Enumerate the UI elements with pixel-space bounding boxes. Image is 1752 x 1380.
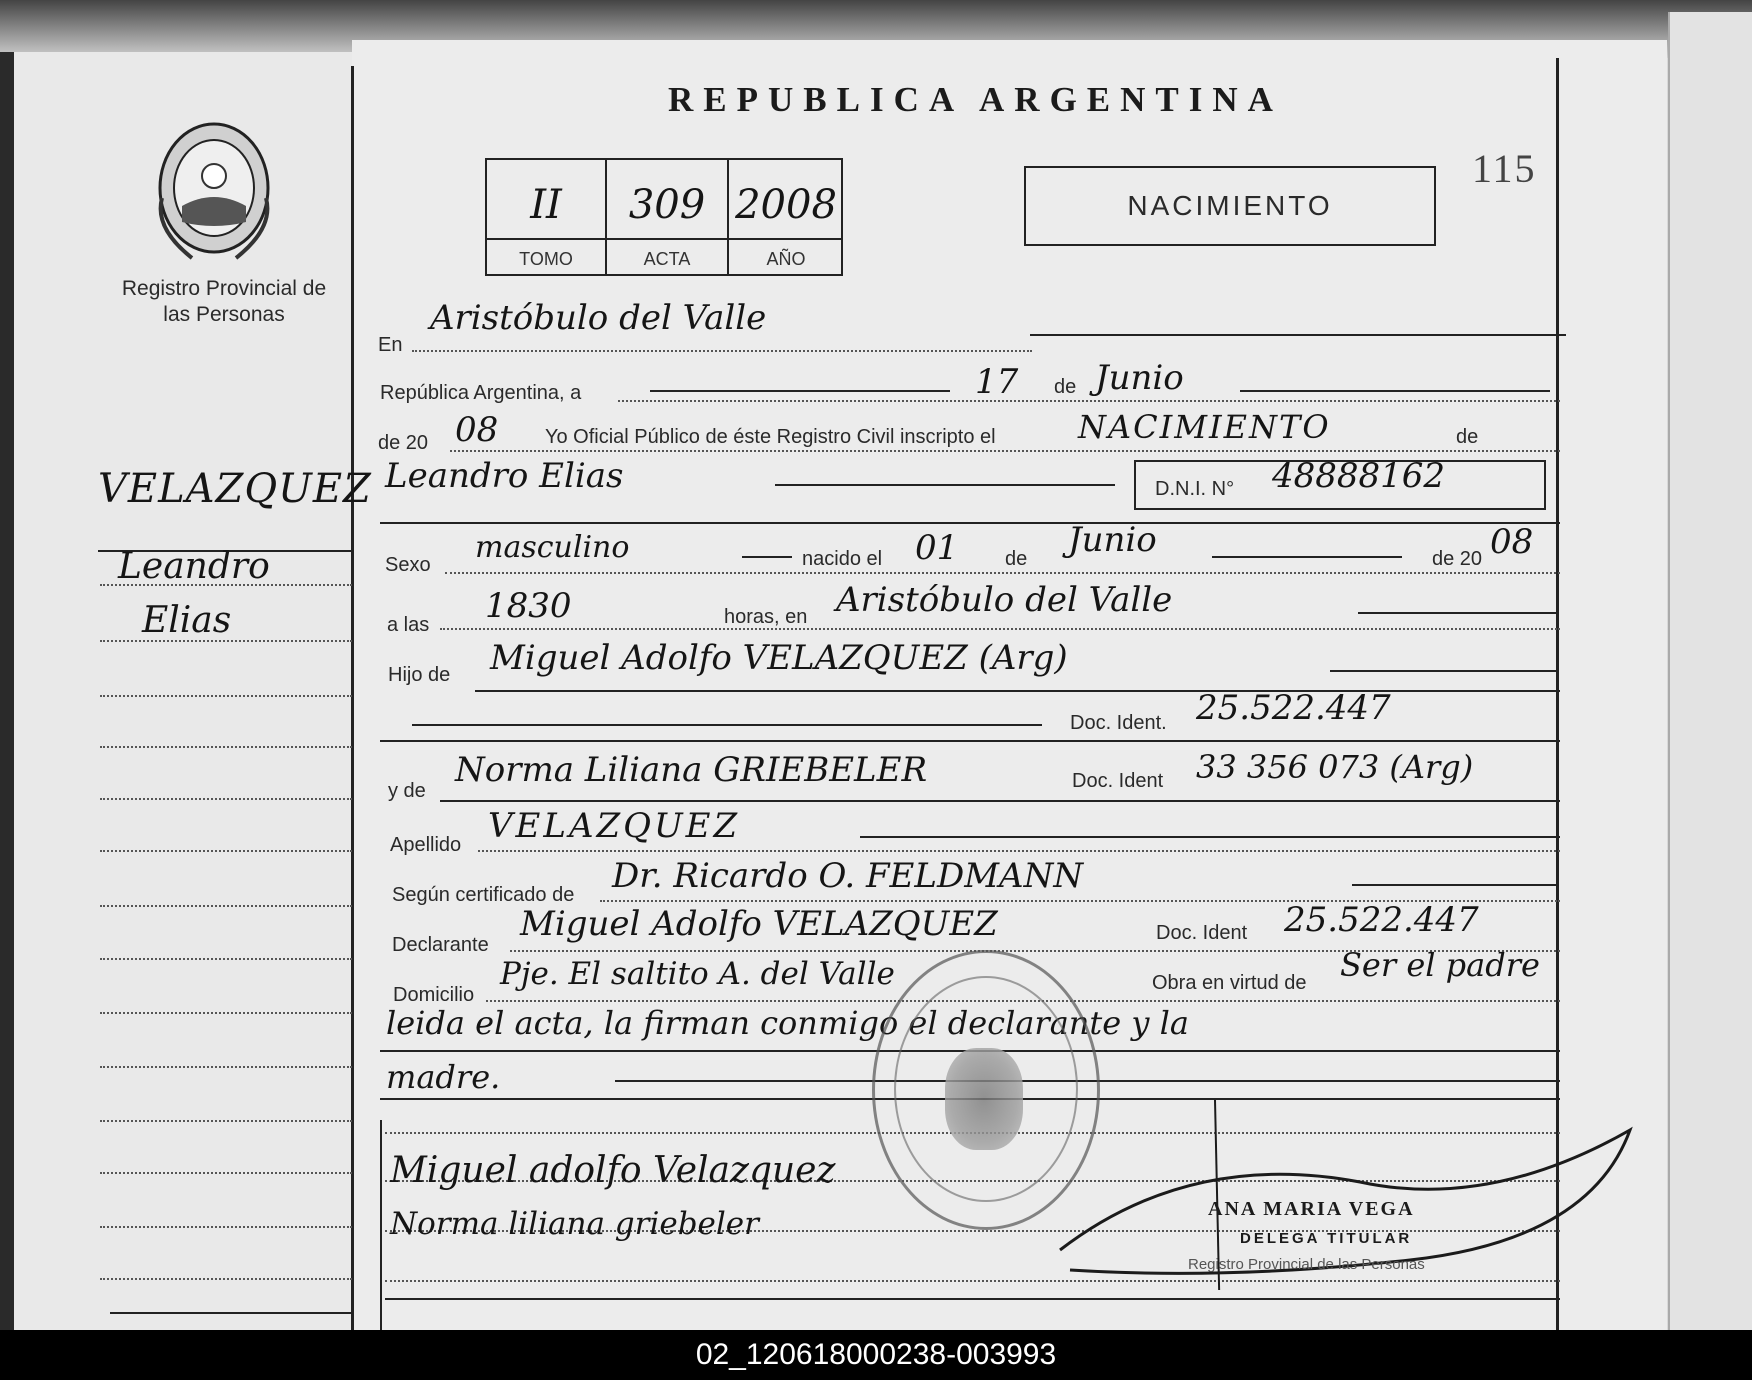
margin-dotted [100,1172,352,1174]
label-y-de: y de [388,780,426,802]
rule [380,740,1560,742]
record-type: NACIMIENTO [1024,166,1436,246]
field-nac-anio: 08 [1490,522,1534,562]
rule [475,690,1560,692]
rule [1212,556,1402,558]
fingerprint [945,1048,1023,1150]
label-a-las: a las [387,614,430,636]
field-lugar: Aristóbulo del Valle [430,298,767,338]
label-doc-ident: Doc. Ident. [1070,712,1167,734]
label-doc-ident3: Doc. Ident [1156,922,1248,944]
signature-madre: Norma liliana griebeler [390,1206,759,1242]
official-name: ANA MARIA VEGA [1208,1198,1415,1220]
registry-name: Registro Provincial de las Personas [121,277,327,326]
field-declarante: Miguel Adolfo VELAZQUEZ [520,904,998,944]
margin-dotted [100,798,352,800]
rule [1030,334,1566,336]
field-texto1: leida el acta, la firman conmigo el declarante y la [386,1004,1189,1042]
dotted-rule [445,572,1560,574]
rule [412,724,1042,726]
field-dni: 48888162 [1272,456,1446,496]
field-nac-dia: 01 [915,528,959,568]
margin-surname: VELAZQUEZ [98,466,372,512]
field-lugar-nac: Aristóbulo del Valle [836,580,1173,620]
acta-value: 309 [607,170,727,240]
margin-rule [351,66,354,1330]
dotted-rule [618,400,1560,402]
margin-name1: Leandro [118,546,270,587]
field-domicilio: Pje. El saltito A. del Valle [500,956,895,992]
rule [1358,612,1558,614]
margin-dotted [100,905,352,907]
rule [385,1298,1560,1300]
field-madre: Norma Liliana GRIEBELER [455,750,928,790]
field-padre: Miguel Adolfo VELAZQUEZ (Arg) [490,638,1068,678]
margin-dotted [100,640,352,642]
label-declarante: Declarante [392,934,489,956]
label-republica: República Argentina, a [380,382,582,404]
label-de-right: de [1456,426,1479,448]
tomo-label: TOMO [519,249,573,269]
label-dni: D.N.I. N° [1155,478,1235,500]
field-anio: 08 [455,410,499,450]
margin-dotted [100,1120,352,1122]
rule [380,522,1560,524]
rule [650,390,950,392]
margin-dotted [100,584,352,586]
margin-dotted [100,1226,352,1228]
rule [860,836,1560,838]
page-edge [1668,12,1752,1330]
tomo-value: II [487,170,605,240]
field-inscripto: NACIMIENTO [1078,408,1331,446]
field-apellido: VELAZQUEZ [488,806,741,846]
label-yo-oficial: Yo Oficial Público de éste Registro Civil inscripto el [545,426,996,448]
rule [1240,390,1550,392]
rule [1330,670,1558,672]
label-obra: Obra en virtud de [1152,972,1307,994]
label-apellido: Apellido [390,834,462,856]
official-registry: Registro Provincial de las Personas [1188,1256,1425,1273]
page-title: REPUBLICA ARGENTINA [668,80,1283,119]
label-horas: horas, en [724,606,808,628]
anio-value: 2008 [729,170,843,240]
field-hora: 1830 [485,586,572,626]
rule [110,1312,352,1314]
dotted-rule [412,350,1032,352]
label-sexo: Sexo [385,554,431,576]
field-obra: Ser el padre [1340,946,1540,984]
label-segun: Según certificado de [392,884,575,906]
field-madre-doc: 33 356 073 (Arg) [1196,748,1474,786]
label-en: En [378,334,403,356]
rule [1352,884,1558,886]
field-mes: Junio [1095,358,1184,398]
page-number: 115 [1472,146,1537,191]
margin-dotted [100,1278,352,1280]
label-domicilio: Domicilio [393,984,475,1006]
dotted-rule [450,450,1560,452]
image-id-footer: 02_120618000238-003993 [0,1330,1752,1380]
field-sexo: masculino [475,530,630,565]
rule [440,800,1560,802]
label-hijo: Hijo de [388,664,451,686]
anio-cell [729,160,843,276]
rule [742,556,792,558]
signature-padre: Miguel adolfo Velazquez [390,1150,836,1191]
anio-label: AÑO [766,249,806,269]
label-nacido: nacido el [802,548,883,570]
provincial-seal-icon [152,118,276,264]
reference-box [485,158,843,276]
label-de2: de [1005,548,1028,570]
label-de: de [1054,376,1077,398]
field-dia: 17 [975,362,1019,402]
acta-cell [607,160,729,276]
dotted-rule [478,850,1560,852]
field-padre-doc: 25.522.447 [1196,688,1391,728]
official-title: DELEGA TITULAR [1240,1230,1413,1247]
label-de20: de 20 [378,432,429,454]
margin-dotted [100,695,352,697]
margin-dotted [100,1066,352,1068]
acta-label: ACTA [643,249,691,269]
field-certificado: Dr. Ricardo O. FELDMANN [612,856,1084,896]
margin-name2: Elias [142,600,232,641]
field-nombre: Leandro Elias [385,456,624,496]
margin-dotted [100,1012,352,1014]
margin-dotted [100,746,352,748]
rule [775,484,1115,486]
field-texto2: madre. [386,1058,501,1096]
field-declarante-doc: 25.522.447 [1284,900,1479,940]
label-doc-ident2: Doc. Ident [1072,770,1164,792]
margin-dotted [100,850,352,852]
field-nac-mes: Junio [1068,520,1157,560]
tomo-cell [487,160,607,276]
inner-rule [380,1120,382,1330]
label-de20b: de 20 [1432,548,1483,570]
dotted-rule [440,628,1560,630]
margin-dotted [100,958,352,960]
